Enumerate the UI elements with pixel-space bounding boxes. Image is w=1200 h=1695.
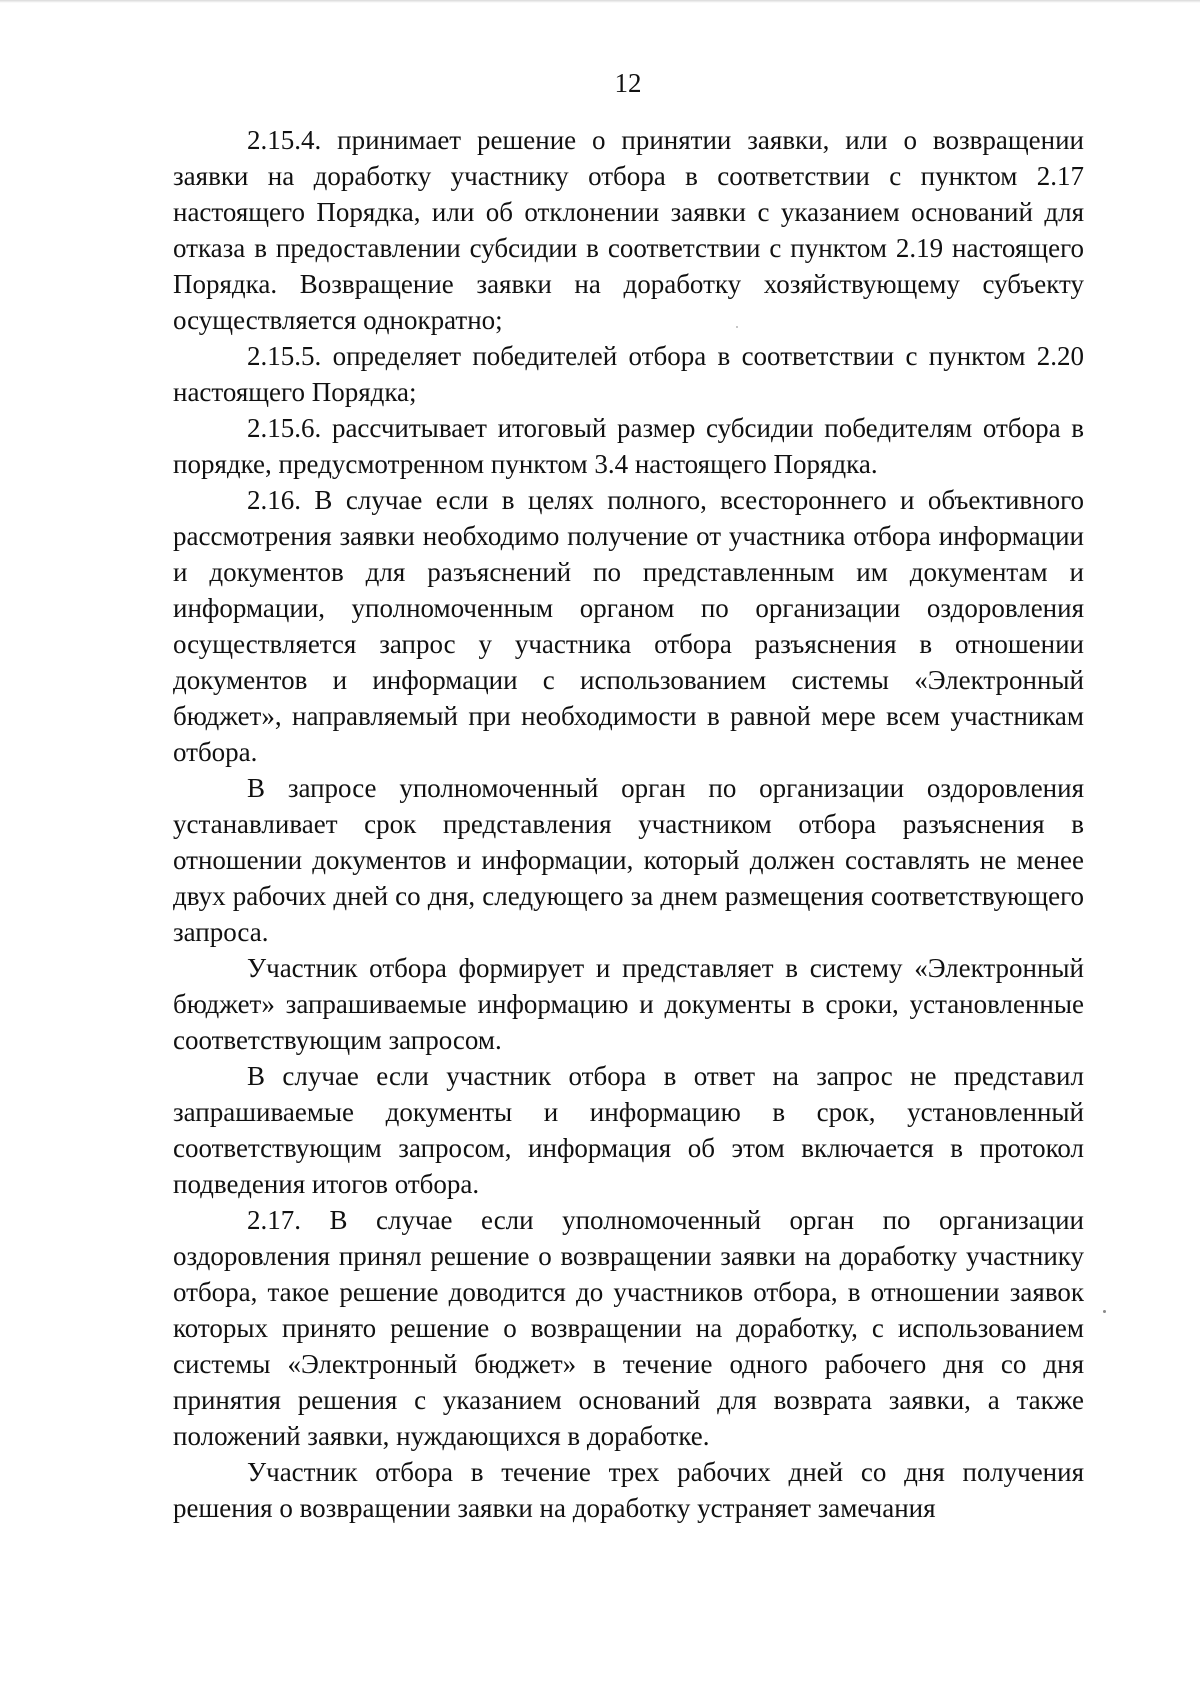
paragraph-2-15-6: 2.15.6. рассчитывает итоговый размер субсидии победителям отбора в порядке, предусмотренном пунктом 3.4 настоящего Порядка.	[173, 413, 1084, 479]
scan-speck	[736, 326, 738, 328]
paragraph-revision-deadline: Участник отбора в течение трех рабочих дней со дня получения решения о возвращении заявки на доработку устраняет замечания	[173, 1457, 1084, 1523]
paragraph-participant-submits: Участник отбора формирует и представляет в систему «Электронный бюджет» запрашиваемые информацию и документы в сроки, установленные соответствующим запросом.	[173, 953, 1084, 1055]
paragraph-2-16: 2.16. В случае если в целях полного, всестороннего и объективного рассмотрения заявки необходимо получение от участника отбора информации и документов для разъяснений по представленным им документам и информации, уполномоченным органом по организации оздоровления осуществляется запрос у участника отбора разъяснения в отношении документов и информации с использованием системы «Электронный бюджет», направляемый при необходимости в равной мере всем участникам отбора.	[173, 485, 1084, 767]
paragraph-2-15-5: 2.15.5. определяет победителей отбора в соответствии с пунктом 2.20 настоящего Порядка;	[173, 341, 1084, 407]
paragraph-request-deadline: В запросе уполномоченный орган по организации оздоровления устанавливает срок представления участником отбора разъяснения в отношении документов и информации, который должен составлять не менее двух рабочих дней со дня, следующего за днем размещения соответствующего запроса.	[173, 773, 1084, 947]
page-number: 12	[614, 68, 642, 98]
document-body	[173, 122, 1084, 1526]
scan-top-edge	[0, 0, 1200, 3]
paragraph-2-15-4: 2.15.4. принимает решение о принятии заявки, или о возвращении заявки на доработку участнику отбора в соответствии с пунктом 2.17 настоящего Порядка, или об отклонении заявки с указанием оснований для отказа в предоставлении субсидии в соответствии с пунктом 2.19 настоящего Порядка. Возвращение заявки на доработку хозяйствующему субъекту осуществляется однократно;	[173, 125, 1084, 335]
paragraph-2-17: 2.17. В случае если уполномоченный орган по организации оздоровления принял решение о возвращении заявки на доработку участнику отбора, такое решение доводится до участников отбора, в отношении заявок которых принято решение о возвращении на доработку, с использованием системы «Электронный бюджет» в течение одного рабочего дня со дня принятия решения с указанием оснований для возврата заявки, а также положений заявки, нуждающихся в доработке.	[173, 1205, 1084, 1451]
paragraph-not-submitted: В случае если участник отбора в ответ на запрос не представил запрашиваемые документы и информацию в срок, установленный соответствующим запросом, информация об этом включается в протокол подведения итогов отбора.	[173, 1061, 1084, 1199]
scan-speck	[1103, 1310, 1106, 1313]
